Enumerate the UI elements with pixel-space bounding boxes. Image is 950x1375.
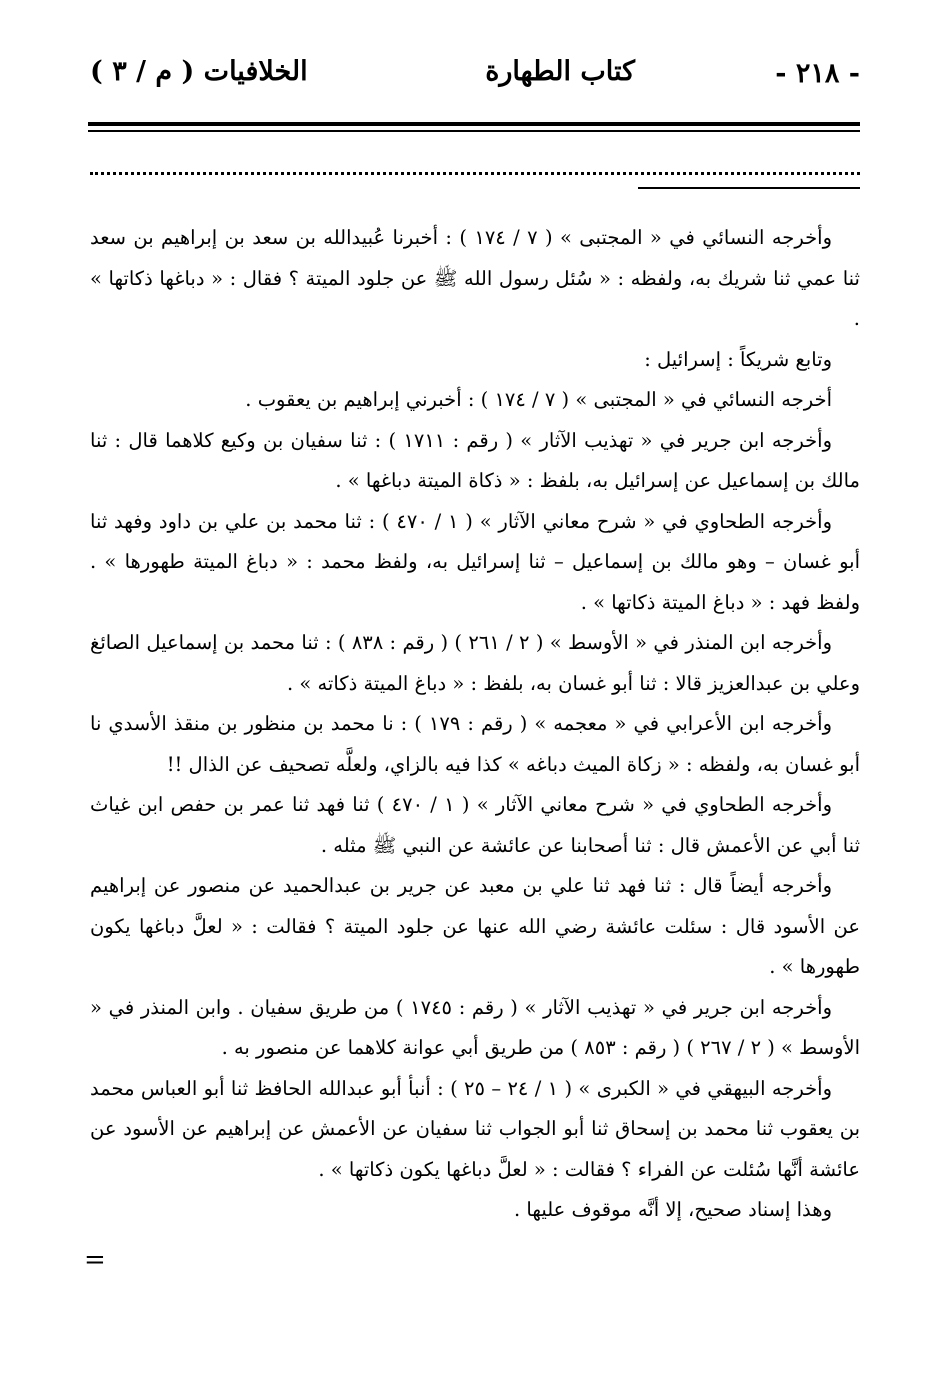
paragraph: أخرجه النسائي في « المجتبى » ( ٧ / ١٧٤ ) : أخبرني إبراهيم بن يعقوب . [245,388,832,411]
paragraph: وأخرجه الطحاوي في « شرح معاني الآثار » ( ١ / ٤٧٠ ) ثنا فهد ثنا عمر بن حفص ابن غياث ثنا أبي عن الأعمش قال : ثنا أصحابنا عن عائشة عن النبي ﷺ مثله . [90,793,860,857]
footnote-body [90,218,860,1231]
continuation-mark: = [84,1245,106,1275]
header-rule-thin [88,130,860,132]
paragraph: وأخرجه النسائي في « المجتبى » ( ٧ / ١٧٤ ) : أخبرنا عُبيدالله بن سعد بن إبراهيم بن سعد ثنا عمي ثنا شريك به، ولفظه : « سُئل رسول الله ﷺ عن جلود الميتة ؟ فقال : « دباغها ذكاتها » . [90,226,860,330]
paragraph: وأخرجه أيضاً قال : ثنا فهد ثنا علي بن معبد عن جرير بن عبدالحميد عن منصور عن إبراهيم عن الأسود قال : سئلت عائشة رضي الله عنها عن جلود الميتة ؟ فقالت : « لعلَّ دباغها يكون طهورها » . [90,874,860,978]
paragraph: وأخرجه البيهقي في « الكبرى » ( ١ / ٢٤ – ٢٥ ) : أنبأ أبو عبدالله الحافظ ثنا أبو العباس محمد بن يعقوب ثنا محمد بن إسحاق ثنا أبو الجواب ثنا سفيان عن الأعمش عن إبراهيم عن الأسود عن عائشة أنَّها سُئلت عن الفراء ؟ فقالت : « لعلَّ دباغها يكون ذكاتها » . [90,1076,860,1181]
paragraph: وأخرجه ابن جرير في « تهذيب الآثار » ( رقم : ١٧٤٥ ) من طريق سفيان . وابن المنذر في « الأوسط » ( ٢ / ٢٦٧ ) ( رقم : ٨٥٣ ) من طريق أبي عوانة كلاهما عن منصور به . [90,995,860,1059]
paragraph: وأخرجه الطحاوي في « شرح معاني الآثار » ( ١ / ٤٧٠ ) : ثنا محمد بن علي بن داود وفهد ثنا أبو غسان – وهو مالك بن إسماعيل – ثنا إسرائيل به، ولفظ محمد : « دباغ الميتة طهورها » . ولفظ فهد : « دباغ الميتة ذكاتها » . [90,509,860,614]
paragraph: وتابع شريكاً : إسرائيل : [644,347,832,371]
section-title: الخلافيات ( م / ٣ ) [90,56,308,87]
paragraph: وأخرجه ابن المنذر في « الأوسط » ( ٢ / ٢٦١ ) ( رقم : ٨٣٨ ) : ثنا محمد بن إسماعيل الصائغ وعلي بن عبدالعزيز قالا : ثنا أبو غسان به، بلفظ : « دباغ الميتة ذكاته » . [90,631,860,695]
paragraph: وهذا إسناد صحيح، إلا أنَّه موقوف عليها . [514,1198,832,1221]
paragraph: وأخرجه ابن جرير في « تهذيب الآثار » ( رقم : ١٧١١ ) : ثنا سفيان بن وكيع كلاهما قال : ثنا مالك بن إسماعيل عن إسرائيل به، بلفظ : « ذكاة الميتة دباغها » . [90,428,860,492]
page-number: - ٢١٨ - [775,58,860,89]
paragraph: وأخرجه ابن الأعرابي في « معجمه » ( رقم : ١٧٩ ) : نا محمد بن منظور بن منقذ الأسدي نا أبو غسان به، ولفظه : « زكاة الميث دباغه » كذا فيه بالزاي، ولعلَّه تصحيف عن الذال !! [90,712,860,776]
footnote-separator [638,187,860,189]
page-header [90,52,860,96]
header-rule-thick [88,122,860,126]
book-title: كتاب الطهارة [485,56,635,87]
dotted-separator [90,156,860,175]
